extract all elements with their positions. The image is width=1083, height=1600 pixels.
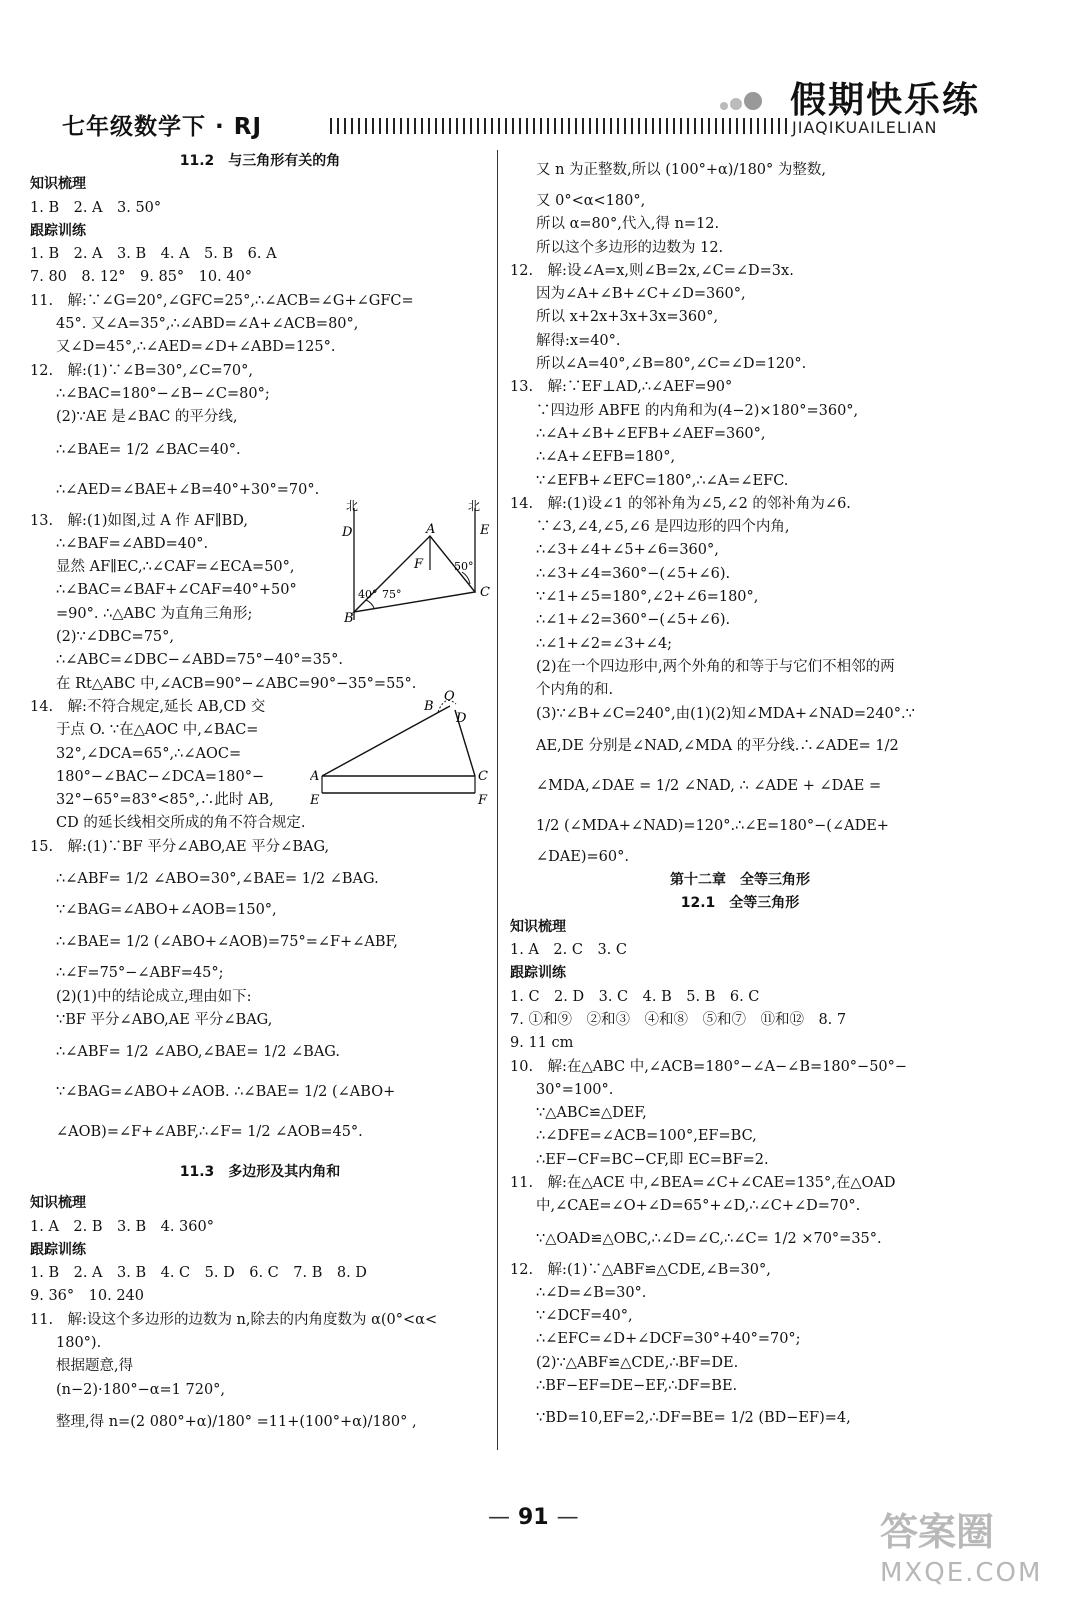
answer-line: 根据题意,得 — [56, 1358, 134, 1375]
page-number-value: 91 — [518, 1505, 549, 1530]
label-angle-50: 50° — [454, 560, 474, 573]
answer-line: 知识梳理 — [30, 1195, 86, 1212]
answer-line: 13. 解:∵EF⊥AD,∴∠AEF=90° — [510, 379, 733, 396]
column-divider — [497, 150, 498, 1450]
answer-line: =90°. ∴△ABC 为直角三角形; — [56, 605, 253, 622]
answer-line: 15. 解:(1)∵BF 平分∠ABO,AE 平分∠BAG, — [30, 838, 330, 855]
label-e: E — [480, 523, 490, 538]
answer-line: ∵△ABC≌△DEF, — [536, 1105, 647, 1122]
answer-line: ∴EF−CF=BC−CF,即 EC=BF=2. — [536, 1151, 769, 1168]
answer-line: 13. 解:(1)如图,过 A 作 AF∥BD, — [30, 512, 248, 529]
answer-line: ∴∠BAC=180°−∠B−∠C=80°; — [56, 385, 270, 402]
answer-line: 32°,∠DCA=65°,∴∠AOC= — [56, 745, 242, 762]
answer-line: ∵BD=10,EF=2,∴DF=BE= 1/2 (BD−EF)=4, — [536, 1410, 851, 1427]
answer-line: (3)∵∠B+∠C=240°,由(1)(2)知∠MDA+∠NAD=240°.∵ — [536, 705, 915, 722]
answer-line: 12.1 全等三角形 — [680, 895, 800, 912]
line-ab — [322, 706, 450, 776]
answer-line: 30°=100°. — [536, 1081, 614, 1098]
answer-line: (2)∵∠DBC=75°, — [56, 629, 175, 646]
answer-line: 知识梳理 — [510, 918, 566, 935]
answer-line: ∴∠BAE= 1/2 (∠ABO+∠AOB)=75°=∠F+∠ABF, — [56, 934, 398, 951]
answer-line: 180°). — [56, 1334, 102, 1351]
answer-line: ∠DAE)=60°. — [536, 848, 629, 865]
label-north-right: 北 — [468, 500, 481, 513]
page-header — [0, 0, 1083, 150]
answer-line: ∵∠BAG=∠ABO+∠AOB=150°, — [56, 902, 277, 919]
answer-line: ∴∠AED=∠BAE+∠B=40°+30°=70°. — [56, 481, 320, 498]
answer-line: ∴∠ABC=∠DBC−∠ABD=75°−40°=35°. — [56, 652, 344, 669]
answer-line: ∵BF 平分∠ABO,AE 平分∠BAG, — [56, 1011, 273, 1028]
answer-line: (2)∵AE 是∠BAC 的平分线, — [56, 409, 238, 426]
page-number-dash-right: — — [556, 1505, 579, 1530]
answer-line: ∴∠D=∠B=30°. — [536, 1284, 647, 1301]
answer-line: 7. ①和⑨ ②和③ ④和⑧ ⑤和⑦ ⑪和⑫ 8. 7 — [510, 1011, 847, 1028]
answer-line: 14. 解:不符合规定,延长 AB,CD 交 — [30, 698, 266, 715]
answer-line: 1. A 2. C 3. C — [510, 942, 627, 959]
answer-line: 1/2 (∠MDA+∠NAD)=120°.∴∠E=180°−(∠ADE+ — [536, 817, 889, 834]
brand-title: 假期快乐练 — [790, 80, 981, 121]
answer-line: CD 的延长线相交所成的角不符合规定. — [56, 815, 306, 832]
answer-line: (n−2)·180°−α=1 720°, — [56, 1381, 226, 1398]
answer-line: 12. 解:设∠A=x,则∠B=2x,∠C=∠D=3x. — [510, 262, 794, 279]
answer-line: 12. 解:(1)∵∠B=30°,∠C=70°, — [30, 362, 253, 379]
answer-line: ∴∠1+∠2=360°−(∠5+∠6). — [536, 612, 731, 629]
answer-line: ∴∠A+∠EFB=180°, — [536, 449, 676, 466]
answer-line: 10. 解:在△ABC 中,∠ACB=180°−∠A−∠B=180°−50°− — [510, 1058, 908, 1075]
answer-line: ∵∠DCF=40°, — [536, 1308, 633, 1325]
watermark-logo: 答案圈 — [880, 1510, 995, 1554]
answer-line: 1. B 2. A 3. 50° — [30, 199, 162, 216]
answer-line: 7. 80 8. 12° 9. 85° 10. 40° — [30, 269, 253, 286]
answer-line: 11. 解:设这个多边形的边数为 n,除去的内角度数为 α(0°<α< — [30, 1311, 438, 1328]
answer-line: ∵四边形 ABFE 的内角和为(4−2)×180°=360°, — [536, 402, 859, 419]
label-c: C — [478, 769, 488, 784]
watermark-url: MXQE.COM — [880, 1558, 1043, 1588]
answer-line: 中,∠CAE=∠O+∠D=65°+∠D,∴∠C+∠D=70°. — [536, 1198, 861, 1215]
label-b: B — [424, 699, 434, 714]
label-north-left: 北 — [346, 500, 359, 513]
answer-line: ∴∠BAC=∠BAF+∠CAF=40°+50° — [56, 582, 297, 599]
label-f: F — [478, 793, 488, 808]
answer-line: ∴∠ABF= 1/2 ∠ABO=30°,∠BAE= 1/2 ∠BAG. — [56, 871, 379, 888]
label-f: F — [414, 557, 424, 572]
figure-q13 — [340, 500, 500, 625]
label-a: A — [310, 769, 320, 784]
answer-line: 又 0°<α<180°, — [536, 193, 646, 209]
answer-line: ∴∠BAF=∠ABD=40°. — [56, 535, 209, 552]
answer-line: 11.3 多边形及其内角和 — [179, 1164, 341, 1181]
label-c: C — [480, 585, 490, 600]
answer-line: 显然 AF∥EC,∴∠CAF=∠ECA=50°, — [56, 559, 295, 576]
answer-line: ∴∠DFE=∠ACB=100°,EF=BC, — [536, 1128, 757, 1145]
answer-line: 1. A 2. B 3. B 4. 360° — [30, 1218, 214, 1235]
label-e: E — [310, 793, 320, 808]
answer-line: ∴∠3+∠4=360°−(∠5+∠6). — [536, 565, 731, 582]
answer-line: ∴∠3+∠4+∠5+∠6=360°, — [536, 542, 719, 559]
answer-line: 因为∠A+∠B+∠C+∠D=360°, — [536, 286, 746, 303]
answer-line: 在 Rt△ABC 中,∠ACB=90°−∠ABC=90°−35°=55°. — [56, 675, 417, 692]
answer-line: ∴∠A+∠B+∠EFB+∠AEF=360°, — [536, 425, 766, 442]
label-o: O — [444, 689, 455, 704]
page-number-dash-left: — — [488, 1505, 510, 1530]
answer-line: 所以 α=80°,代入,得 n=12. — [536, 216, 720, 233]
label-angle-40: 40° — [358, 588, 378, 601]
answer-line: ∵∠EFB+∠EFC=180°,∴∠A=∠EFC. — [536, 472, 789, 489]
label-d: D — [456, 711, 467, 726]
brand-pinyin: JIAQIKUAILELIAN — [792, 118, 938, 137]
answer-line: 32°−65°=83°<85°,∴此时 AB, — [56, 792, 274, 809]
answer-line: ∴∠F=75°−∠ABF=45°; — [56, 965, 224, 982]
answer-line: 12. 解:(1)∵△ABF≌△CDE,∠B=30°, — [510, 1261, 771, 1278]
answer-line: ∴∠BAE= 1/2 ∠BAC=40°. — [56, 441, 241, 458]
answer-line: 跟踪训练 — [510, 965, 566, 982]
answer-line: ∵△OAD≌△OBC,∴∠D=∠C,∴∠C= 1/2 ×70°=35°. — [536, 1230, 882, 1247]
answer-line: (2)∵△ABF≌△CDE,∴BF=DE. — [536, 1354, 739, 1371]
answer-line: 1. C 2. D 3. C 4. B 5. B 6. C — [510, 988, 760, 1005]
page-number — [480, 1505, 587, 1530]
answer-line: 11. 解:∵∠G=20°,∠GFC=25°,∴∠ACB=∠G+∠GFC= — [30, 292, 414, 309]
answer-line: 又∠D=45°,∴∠AED=∠D+∠ABD=125°. — [56, 339, 336, 356]
answer-line: 11. 解:在△ACE 中,∠BEA=∠C+∠CAE=135°,在△OAD — [510, 1174, 896, 1191]
answer-column-right — [510, 150, 970, 1438]
answer-line: 于点 O. ∵在△AOC 中,∠BAC= — [56, 722, 259, 739]
answer-line: 解得:x=40°. — [536, 332, 621, 349]
answer-line: 所以 x+2x+3x+3x=360°, — [536, 309, 719, 326]
answer-line: (2)(1)中的结论成立,理由如下: — [56, 988, 252, 1005]
answer-line: 45°. 又∠A=35°,∴∠ABD=∠A+∠ACB=80°, — [56, 316, 359, 333]
decorative-bars — [330, 118, 790, 134]
label-angle-75: 75° — [382, 588, 402, 601]
answer-line: ∵∠1+∠5=180°,∠2+∠6=180°, — [536, 589, 759, 606]
answer-line: ∴∠ABF= 1/2 ∠ABO,∠BAE= 1/2 ∠BAG. — [56, 1044, 340, 1061]
answer-line: 9. 36° 10. 240 — [30, 1288, 144, 1305]
answer-line: ∠AOB)=∠F+∠ABF,∴∠F= 1/2 ∠AOB=45°. — [56, 1124, 363, 1141]
answer-line: ∵∠BAG=∠ABO+∠AOB. ∴∠BAE= 1/2 (∠ABO+ — [56, 1084, 396, 1101]
decorative-dots — [720, 92, 764, 114]
answer-line: ∴∠1+∠2=∠3+∠4; — [536, 635, 673, 652]
answer-line: (2)在一个四边形中,两个外角的和等于与它们不相邻的两 — [536, 658, 895, 675]
answer-line: 1. B 2. A 3. B 4. A 5. B 6. A — [30, 246, 277, 263]
answer-line: ∠MDA,∠DAE = 1/2 ∠NAD, ∴ ∠ADE + ∠DAE = — [536, 777, 882, 794]
answer-line: 又 n 为正整数,所以 (100°+α)/180° 为整数, — [536, 162, 826, 178]
grade-title: 七年级数学下 · RJ — [62, 114, 263, 140]
answer-line: 9. 11 cm — [510, 1035, 574, 1052]
answer-line: 14. 解:(1)设∠1 的邻补角为∠5,∠2 的邻补角为∠6. — [510, 495, 851, 512]
answer-line: 所以这个多边形的边数为 12. — [536, 239, 724, 256]
answer-line: 所以∠A=40°,∠B=80°,∠C=∠D=120°. — [536, 356, 807, 373]
answer-line: 11.2 与三角形有关的角 — [179, 153, 341, 169]
answer-line: 整理,得 n=(2 080°+α)/180° =11+(100°+α)/180° , — [56, 1413, 417, 1430]
answer-line: ∴BF−EF=DE−EF,∴DF=BE. — [536, 1378, 738, 1395]
answer-line: ∵∠3,∠4,∠5,∠6 是四边形的四个内角, — [536, 519, 790, 536]
answer-line: 第十二章 全等三角形 — [670, 872, 810, 889]
answer-line: 1. B 2. A 3. B 4. C 5. D 6. C 7. B 8. D — [30, 1265, 367, 1282]
answer-line: 180°−∠BAC−∠DCA=180°− — [56, 768, 265, 785]
watermark — [880, 1510, 1042, 1588]
label-a: A — [426, 522, 436, 537]
answer-line: AE,DE 分别是∠NAD,∠MDA 的平分线.∴∠ADE= 1/2 — [536, 737, 899, 754]
label-b: B — [344, 611, 354, 625]
figure-q14 — [310, 688, 495, 808]
arc-40 — [366, 600, 374, 608]
answer-line: 跟踪训练 — [30, 222, 86, 239]
answer-line: ∴∠EFC=∠D+∠DCF=30°+40°=70°; — [536, 1331, 801, 1348]
answer-line: 跟踪训练 — [30, 1241, 86, 1258]
answer-line: 个内角的和. — [536, 682, 614, 699]
answer-line: 知识梳理 — [30, 176, 86, 193]
label-d: D — [342, 525, 353, 540]
